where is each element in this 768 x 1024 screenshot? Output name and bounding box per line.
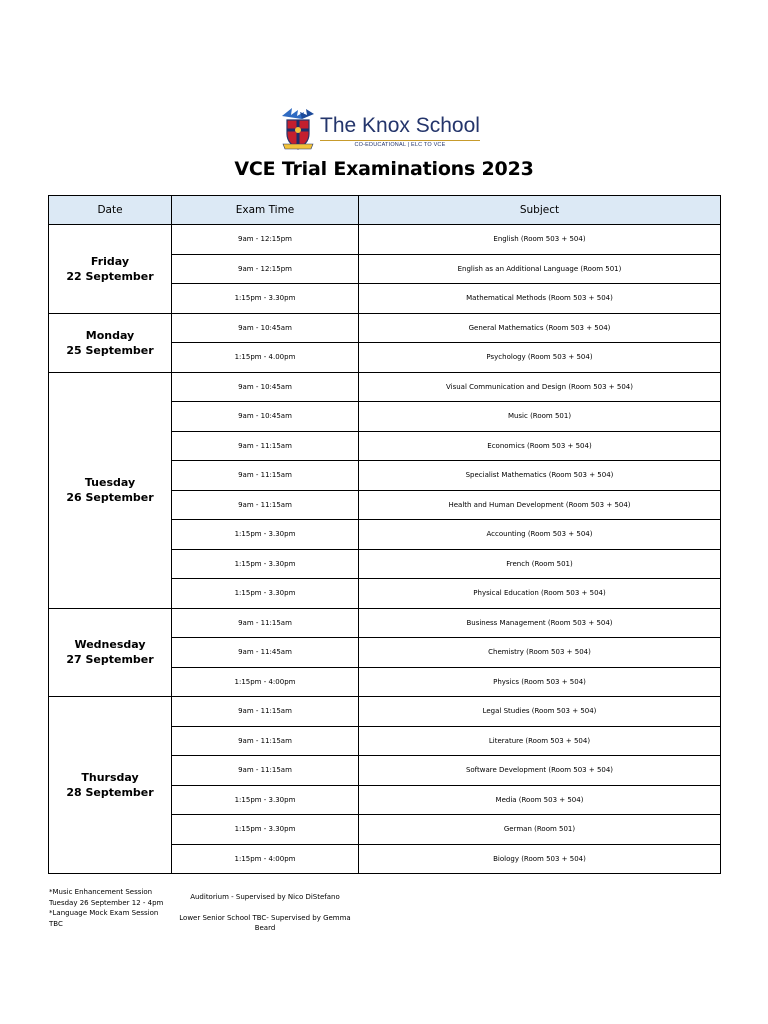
weekday-label: Tuesday: [84, 476, 136, 489]
logo-school-name: The Knox School: [320, 114, 480, 137]
exam-time-cell: 1:15pm - 3.30pm: [172, 579, 359, 609]
table-row: [49, 225, 721, 255]
subject-cell: Business Management (Room 503 + 504): [359, 608, 721, 638]
exam-time-cell: 9am - 10:45am: [172, 372, 359, 402]
exam-time-cell: 1:15pm - 3.30pm: [172, 284, 359, 314]
date-cell: [49, 313, 172, 372]
subject-cell: Literature (Room 503 + 504): [359, 726, 721, 756]
table-row: [49, 313, 721, 343]
column-header-exam-time: Exam Time: [172, 196, 359, 225]
subject-cell: Music (Room 501): [359, 402, 721, 432]
weekday-label: Wednesday: [74, 638, 146, 652]
date-cell: [49, 608, 172, 697]
footnote-music-when: Tuesday 26 September 12 - 4pm: [49, 898, 164, 907]
footnote-music-label: *Music Enhancement Session: [49, 888, 153, 896]
exam-time-cell: 1:15pm - 4:00pm: [172, 844, 359, 874]
table-row: [49, 697, 721, 727]
subject-cell: Physics (Room 503 + 504): [359, 667, 721, 697]
column-header-date: Date: [49, 196, 172, 225]
exam-time-cell: 9am - 11:15am: [172, 726, 359, 756]
table-row: [49, 372, 721, 402]
date-cell: [49, 697, 172, 874]
subject-cell: Psychology (Room 503 + 504): [359, 343, 721, 373]
subject-cell: Media (Room 503 + 504): [359, 785, 721, 815]
subject-cell: Economics (Room 503 + 504): [359, 431, 721, 461]
table-row: [49, 608, 721, 638]
school-crest-icon: [278, 106, 318, 152]
subject-cell: Visual Communication and Design (Room 503 + 504): [359, 372, 721, 402]
footnote-language-label: *Language Mock Exam Session: [49, 909, 159, 917]
subject-cell: Biology (Room 503 + 504): [359, 844, 721, 874]
page-title: VCE Trial Examinations 2023: [234, 158, 534, 180]
subject-cell: Specialist Mathematics (Room 503 + 504): [359, 461, 721, 491]
exam-time-cell: 9am - 11:15am: [172, 756, 359, 786]
footnote-music-detail: Auditorium - Supervised by Nico DiStefano: [190, 893, 340, 901]
subject-cell: Legal Studies (Room 503 + 504): [359, 697, 721, 727]
date-label: 26 September: [66, 491, 154, 504]
exam-time-cell: 9am - 11:15am: [172, 697, 359, 727]
exam-time-cell: 1:15pm - 4:00pm: [172, 667, 359, 697]
exam-time-cell: 9am - 12:15pm: [172, 225, 359, 255]
footnotes-right-column: [179, 887, 351, 934]
footnotes-left-column: [49, 887, 174, 929]
subject-cell: Chemistry (Room 503 + 504): [359, 638, 721, 668]
exam-time-cell: 9am - 10:45am: [172, 313, 359, 343]
subject-cell: General Mathematics (Room 503 + 504): [359, 313, 721, 343]
subject-cell: Software Development (Room 503 + 504): [359, 756, 721, 786]
exam-time-cell: 9am - 11:15am: [172, 608, 359, 638]
subject-cell: German (Room 501): [359, 815, 721, 845]
column-header-subject: Subject: [359, 196, 721, 225]
table-body: [49, 225, 721, 874]
exam-schedule-table: [48, 195, 721, 874]
subject-cell: English as an Additional Language (Room 501): [359, 254, 721, 284]
subject-cell: Mathematical Methods (Room 503 + 504): [359, 284, 721, 314]
exam-time-cell: 9am - 11:45am: [172, 638, 359, 668]
exam-time-cell: 9am - 12:15pm: [172, 254, 359, 284]
subject-cell: Health and Human Development (Room 503 + 504): [359, 490, 721, 520]
exam-time-cell: 9am - 10:45am: [172, 402, 359, 432]
exam-time-cell: 9am - 11:15am: [172, 490, 359, 520]
exam-time-cell: 1:15pm - 3.30pm: [172, 785, 359, 815]
school-logo: [278, 106, 488, 152]
date-label: 27 September: [66, 653, 154, 667]
date-label: 25 September: [66, 343, 154, 357]
exam-time-cell: 1:15pm - 3.30pm: [172, 549, 359, 579]
footnote-language-when: TBC: [49, 919, 63, 928]
exam-time-cell: 1:15pm - 4.00pm: [172, 343, 359, 373]
table-header-row: [49, 196, 721, 225]
footnotes: [49, 887, 369, 937]
subject-cell: Accounting (Room 503 + 504): [359, 520, 721, 550]
subject-cell: English (Room 503 + 504): [359, 225, 721, 255]
weekday-label: Friday: [90, 254, 130, 268]
exam-time-cell: 1:15pm - 3.30pm: [172, 815, 359, 845]
footnote-language-detail: Lower Senior School TBC- Supervised by Gemma Beard: [179, 913, 351, 932]
weekday-label: Monday: [85, 328, 135, 342]
exam-time-cell: 1:15pm - 3.30pm: [172, 520, 359, 550]
date-label: 22 September: [66, 269, 154, 283]
logo-tagline: CO-EDUCATIONAL | ELC TO VCE: [354, 142, 446, 148]
exam-time-cell: 9am - 11:15am: [172, 461, 359, 491]
logo-divider: [320, 140, 480, 141]
date-cell: [49, 225, 172, 314]
subject-cell: Physical Education (Room 503 + 504): [359, 579, 721, 609]
date-label: 28 September: [66, 786, 154, 799]
exam-time-cell: 9am - 11:15am: [172, 431, 359, 461]
date-cell: [49, 372, 172, 608]
subject-cell: French (Room 501): [359, 549, 721, 579]
weekday-label: Thursday: [81, 771, 139, 784]
